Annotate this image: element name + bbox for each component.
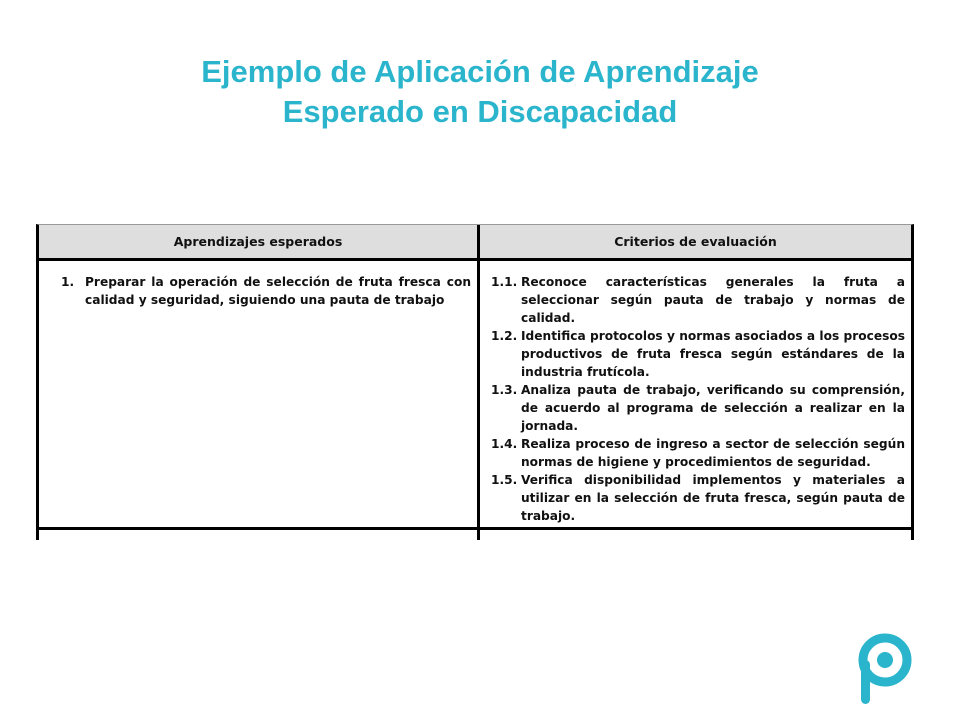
- criterio-number: 1.4.: [491, 437, 518, 451]
- aprendizaje-item: [61, 273, 471, 309]
- criterio-item: [491, 435, 905, 471]
- table-header-row: [39, 225, 911, 261]
- criterios-cell: [491, 273, 905, 525]
- header-criterios-de-evaluacion: Criterios de evaluación: [614, 234, 777, 249]
- criterio-item: [491, 327, 905, 381]
- location-pin-logo-icon: [852, 630, 918, 710]
- slide-title-line-1: Ejemplo de Aplicación de Aprendizaje: [201, 54, 759, 89]
- slide-title: [0, 52, 960, 132]
- criterio-number: 1.2.: [491, 329, 518, 343]
- slide-title-line-2: Esperado en Discapacidad: [282, 94, 678, 129]
- criterio-number: 1.3.: [491, 383, 518, 397]
- criterio-text: Reconoce características generales la fruta a seleccionar según pauta de trabajo y normas de calidad.: [521, 275, 905, 325]
- row-divider: [39, 527, 911, 530]
- header-aprendizajes-esperados: Aprendizajes esperados: [173, 234, 343, 249]
- evaluation-table: [36, 224, 914, 540]
- criterio-text: Analiza pauta de trabajo, verificando su comprensión, de acuerdo al programa de selección a realizar en la jornada.: [521, 383, 905, 433]
- aprendizaje-text: Preparar la operación de selección de fruta fresca con calidad y seguridad, siguiendo una pauta de trabajo: [85, 275, 471, 307]
- criterio-text: Verifica disponibilidad implementos y materiales a utilizar en la selección de fruta fresca, según pauta de trabajo.: [521, 473, 905, 523]
- aprendizaje-number: 1.: [61, 275, 75, 289]
- criterio-text: Realiza proceso de ingreso a sector de selección según normas de higiene y procedimientos de seguridad.: [521, 437, 905, 469]
- criterio-item: [491, 381, 905, 435]
- aprendizaje-cell: [61, 273, 471, 309]
- criterio-number: 1.1.: [491, 275, 518, 289]
- criterio-item: [491, 273, 905, 327]
- criterio-item: [491, 471, 905, 525]
- column-divider: [477, 225, 480, 540]
- criterio-number: 1.5.: [491, 473, 518, 487]
- criterio-text: Identifica protocolos y normas asociados a los procesos productivos de fruta fresca según estándares de la industria frutícola.: [521, 329, 905, 379]
